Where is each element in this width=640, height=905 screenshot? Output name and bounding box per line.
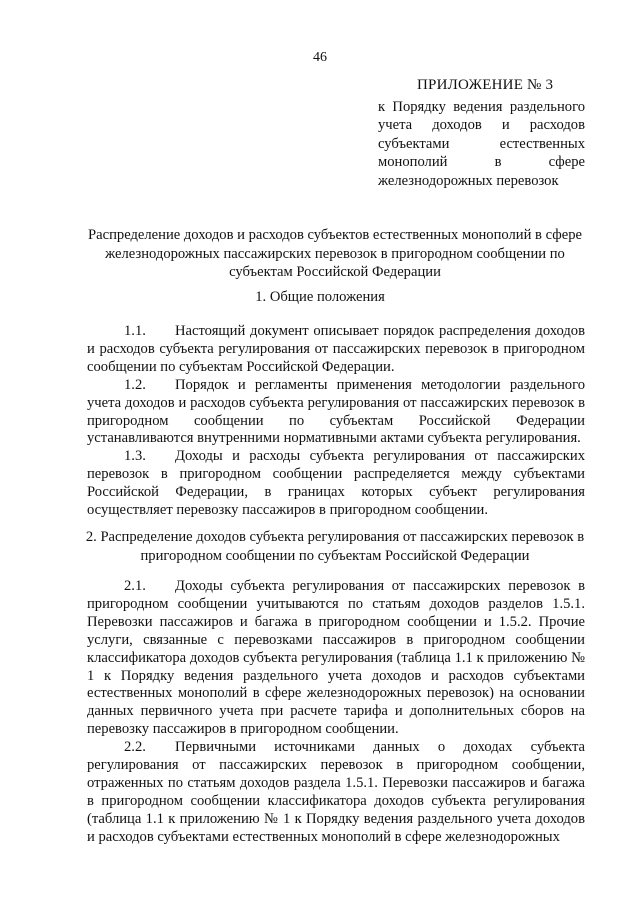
section-1-body xyxy=(87,323,585,520)
section-2-heading: 2. Распределение доходов субъекта регулирования от пассажирских перевозок в пригородном сообщении по субъектам Российской Федерации xyxy=(85,529,585,564)
paragraph-text: Настоящий документ описывает порядок распределения доходов и расходов субъекта регулирования от пассажирских перевозок в пригородном сообщении по субъектам Российской Федерации. xyxy=(87,323,585,375)
page-number: 46 xyxy=(313,50,327,65)
paragraph-text: Порядок и регламенты применения методологии раздельного учета доходов и расходов субъекта регулирования от пассажирских перевозок в пригородном сообщении по субъектам Российской Федерации устанавливаются внутренними нормативными актами субъекта регулирования. xyxy=(87,376,585,447)
section-1-heading: 1. Общие положения xyxy=(255,289,385,305)
paragraph-number: 1.1. xyxy=(124,323,146,339)
paragraph-1-3 xyxy=(87,448,585,520)
appendix-title: ПРИЛОЖЕНИЕ № 3 xyxy=(417,77,554,93)
appendix-subtitle: к Порядку ведения раздельного учета доходов и расходов субъектами естественных монополий в сфере железнодорожных перевозок xyxy=(378,99,585,189)
paragraph-number: 2.2. xyxy=(124,739,146,756)
paragraph-text: Первичными источниками данных о доходах субъекта регулирования от пассажирских перевозок в пригородном сообщении, отраженных по статьям доходов раздела 1.5.1. Перевозки пассажиров и багажа в пригородном сообщении классификатора доходов субъекта регулирования (таблица 1.1 к приложению № 1 к Порядку ведения раздельного учета доходов и расходов субъектами естественных монополий в сфере железнодорожных xyxy=(87,739,585,845)
paragraph-1-1 xyxy=(87,323,585,377)
paragraph-number: 2.1. xyxy=(124,578,146,594)
paragraph-number: 1.3. xyxy=(124,448,146,465)
paragraph-number: 1.2. xyxy=(124,376,146,393)
paragraph-2-1 xyxy=(87,578,585,739)
document-title: Распределение доходов и расходов субъектов естественных монополий в сфере железнодорожных пассажирских перевозок в пригородном сообщении по субъектам Российской Федерации xyxy=(88,227,582,280)
paragraph-text: Доходы субъекта регулирования от пассажирских перевозок в пригородном сообщении учитываются по статьям доходов разделов 1.5.1. Перевозки пассажиров и багажа в пригородном сообщении и 1.5.2. Прочие услуги, связанные с перевозками пассажиров в пригородном сообщении классификатора доходов субъекта регулирования (таблица 1.1 к приложению № 1 к Порядку ведения раздельного учета доходов и расходов субъектами естественных монополий в сфере железнодорожных перевозок) на основании данных первичного учета при расчете тарифа и дополнительных сборов на перевозку пассажиров в пригородном сообщении. xyxy=(87,578,585,738)
paragraph-2-2 xyxy=(87,739,585,846)
paragraph-1-2 xyxy=(87,377,585,449)
section-2-body xyxy=(87,578,585,847)
paragraph-text: Доходы и расходы субъекта регулирования от пассажирских перевозок в пригородном сообщении распределяется между субъектами Российской Федерации, в границах которых субъект регулирования осуществляет перевозку пассажиров в пригородном сообщении. xyxy=(87,448,585,519)
